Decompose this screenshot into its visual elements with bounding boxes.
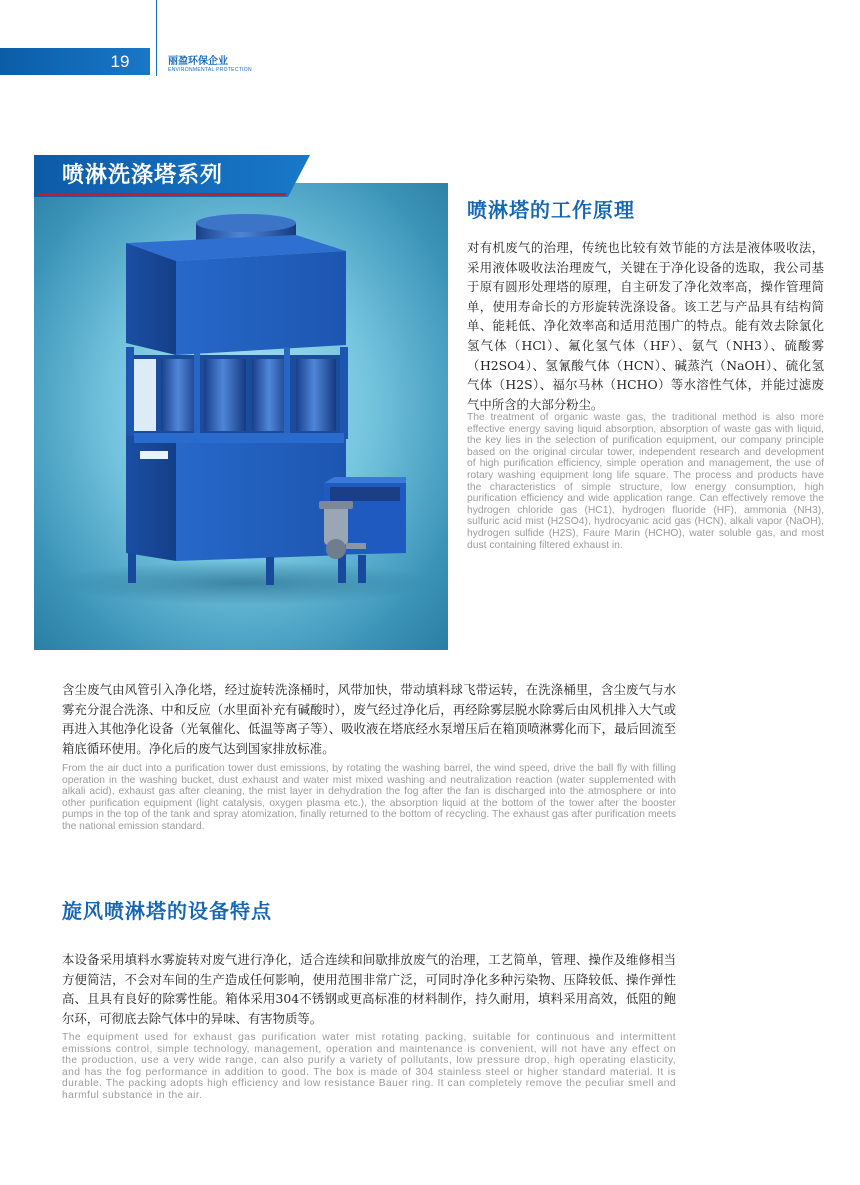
page-number: 19 [110,52,130,71]
principle-text-en: The treatment of organic waste gas, the traditional method is also more effective energy saving liquid absorption, absorption of waste gas with liquid, the key lies in the selection of purification equipment, our company principle based on the original circular tower, independent research and development of high purification efficiency, simple operation and management, the use of rotary washing equipment long life square. The process and products have the characteristics of simple structure, low energy consumption, high purification efficiency and wide application range. Can effectively remove the hydrogen chloride gas (HC1), hydrogen fluoride (HF), ammonia (NH3), sulfuric acid mist (H2SO4), hydrocyanic acid gas (HCN), alkali vapor (NaOH), hydrogen sulfide (H2S), Faure Marin (HCHO), water soluble gas, and most dust containing filtered exhaust in. [467,412,824,551]
features-heading: 旋风喷淋塔的设备特点 [62,899,272,923]
brand-logo [168,56,252,73]
section-title: 喷淋洗涤塔系列 [62,163,224,188]
spray-tower-illustration [34,183,448,650]
principle-heading: 喷淋塔的工作原理 [467,198,635,222]
product-photo [34,183,448,650]
process-text-en: From the air duct into a purification tower dust emissions, by rotating the washing barrel, the wind speed, drive the ball fly with filling operation in the washing bucket, dust exhaust and water mist mixed washing and neutralization reaction (water supplemented with alkali acid), exhaust gas after cleaning, the mist layer in dehydration the fog after the fan is discharged into the atmosphere or into other purification equipment (light catalysis, oxygen plasma etc.), the absorption liquid at the bottom of the tower after the booster pumps in the top of the tank and spray atomization, finally returned to the bottom of recycling. The exhaust gas after purification meets the national emission standard. [62,763,676,832]
brand-name-en: ENVIRONMENTAL PROTECTION [168,67,252,73]
principle-text-cn: 对有机废气的治理，传统也比较有效节能的方法是液体吸收法，采用液体吸收法治理废气，关键在于净化设备的选取，我公司基于原有圆形处理塔的原理，自主研发了净化效率高，操作管理简单，使用寿命长的方形旋转洗涤设备。该工艺与产品具有结构简单、能耗低、净化效率高和适用范围广的特点。能有效去除氯化氢气体（HCl）、氟化氢气体（HF）、氨气（NH3）、硫酸雾（H2SO4）、氢氰酸气体（HCN）、碱蒸汽（NaOH）、硫化氢气体（H2S）、福尔马林（HCHO）等水溶性气体，并能过滤废气中所含的大部分粉尘。 [467,240,824,412]
features-text-en: The equipment used for exhaust gas purification water mist rotating packing, suitable for continuous and intermittent emissions control, simple technology, management, operation and maintenance is convenient, will not have any effect on the production, use a very wide range, can also purify a variety of pollutants, low pressure drop, high operating elasticity, and has the fog performance in addition to good. The box is made of 304 stainless steel or higher standard material. It is durable. The packing adopts high efficiency and low resistance Bauer ring. It can completely remove the peculiar smell and harmful substance in the air. [62,1032,676,1101]
features-text-cn: 本设备采用填料水雾旋转对废气进行净化，适合连续和间歇排放废气的治理，工艺简单，管理、操作及维修相当方便简洁，不会对车间的生产造成任何影响，使用范围非常广泛，可同时净化多种污染物、压降较低、操作弹性高、且具有良好的除雾性能。箱体采用304不锈钢或更高标准的材料制作，持久耐用，填料采用高效，低阻的鲍尔环，可彻底去除气体中的异味、有害物质等。 [62,952,676,1026]
brand-name-cn: 丽盈环保企业 [168,56,228,67]
header-divider [156,0,157,76]
process-text-cn: 含尘废气由风管引入净化塔，经过旋转洗涤桶时，风带加快，带动填料球飞带运转，在洗涤桶里，含尘废气与水雾充分混合洗涤、中和反应（水里面补充有碱酸时），废气经过净化后，再经除雾层脱水除雾后由风机排入大气或再进入其他净化设备（光氧催化、低温等离子等）、吸收液在塔底经水泵增压后在箱顶喷淋雾化而下，最后回流至箱底循环使用。净化后的废气达到国家排放标准。 [62,682,676,756]
banner-accent-line [38,193,286,196]
